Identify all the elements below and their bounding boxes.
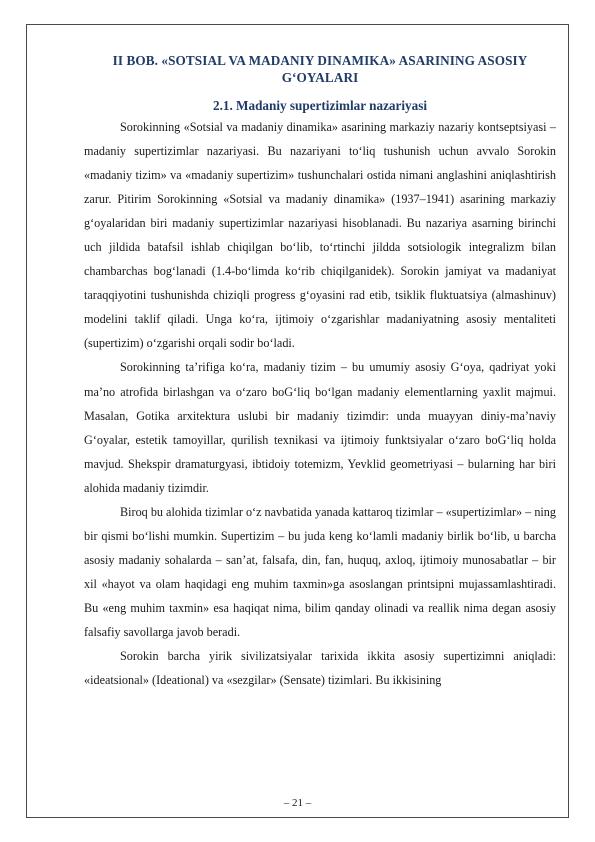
page-number: – 21 – — [283, 797, 312, 809]
section-title: 2.1. Madaniy supertizimlar nazariyasi — [212, 98, 428, 113]
paragraph-2: Sorokinning ta’rifiga ko‘ra, madaniy tizim – bu umumiy asosiy G‘oya, qadriyat yoki ma’no atrofida birlashgan va o‘zaro boG‘liq bo‘lgan madaniy elementlarning yaxlit majmui. Masalan, Gotika arxitektura uslubi bir madaniy tizimdir: unda muayyan diniy-ma’naviy G‘oyalar, estetik tamoyillar, qurilish texnikasi va ijtimoiy funktsiyalar o‘zaro boG‘liq holda mavjud. Shekspir dramaturgyasi, ibtidoiy totemizm, Yevklid geometriyasi – bularning har biri alohida madaniy tizimdir. — [84, 360, 556, 495]
chapter-title: II BOB. «SOTSIAL VA MADANIY DINAMIKA» ASARINING ASOSIY G‘OYALARI — [112, 53, 528, 85]
paragraph-3: Biroq bu alohida tizimlar o‘z navbatida yanada kattaroq tizimlar – «supertizimlar» – ning bir qismi bo‘lishi mumkin. Supertizim – bu juda keng ko‘lamli madaniy birlik bo‘lib, u barcha asosiy madaniy sohalarda – san’at, falsafa, din, fan, huquq, axloq, ijtimoiy munosabatlar – bir xil «hayot va olam haqidagi eng muhim taxmin»ga asoslangan printsipni mujassamlashtiradi. Bu «eng muhim taxmin» esa haqiqat nima, bilim qanday olinadi va reallik nima degan asosiy falsafiy savollarga javob beradi. — [84, 504, 556, 639]
paragraph-1: Sorokinning «Sotsial va madaniy dinamika» asarining markaziy nazariy kontseptsiyasi – madaniy supertizimlar nazariyasi. Bu nazariyani to‘liq tushunish uchun avvalo Sorokin «madaniy tizim» va «madaniy supertizim» tushunchalari ostida nimani anglashini aniqlashtirish zarur. Pitirim Sorokinning «Sotsial va madaniy dinamika» (1937–1941) asarining markaziy g‘oyalaridan biri madaniy supertizimlar nazariyasi hisoblanadi. Bu nazariya asarning birinchi uch jildida batafsil ishlab chiqilgan bo‘lib, to‘rtinchi jildda sotsiologik integralizm bilan chambarchas bog‘lanadi (1.4-bo‘limda ko‘rib chiqilganidek). Sorokin jamiyat va madaniyat taraqqiyotini tushunishda chiziqli progress g‘oyasini rad etib, tsiklik fluktuatsiya (almashinuv) modelini taklif qiladi. Unga ko‘ra, ijtimoiy o‘zgarishlar madaniyatning asosiy mentaliteti (supertizim) o‘zgarishi orqali sodir bo‘ladi. — [84, 120, 556, 351]
paragraph-4: Sorokin barcha yirik sivilizatsiyalar tarixida ikkita asosiy supertizimni aniqladi: «ideatsional» (Ideational) va «sezgilar» (Sensate) tizimlari. Bu ikkisining — [84, 649, 556, 688]
page-content — [84, 52, 556, 692]
